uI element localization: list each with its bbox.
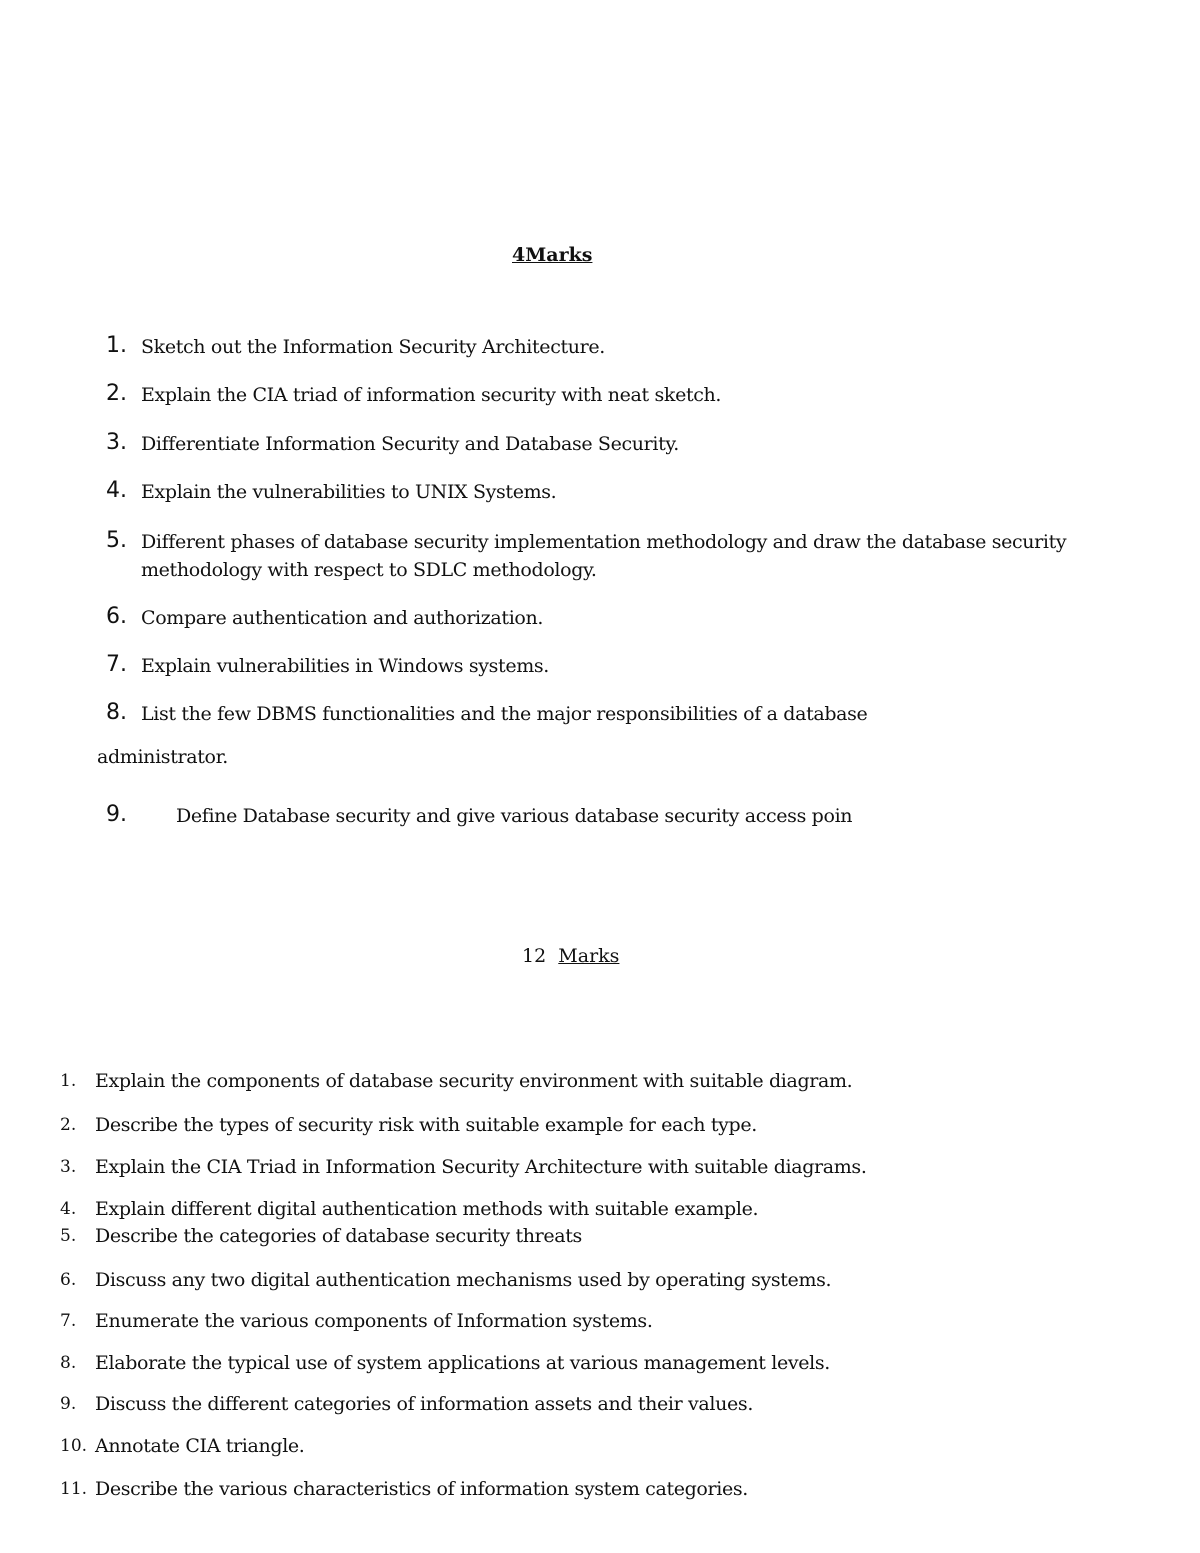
question-text: Describe the categories of database security threats xyxy=(95,1225,582,1247)
question-text: List the few DBMS functionalities and the major responsibilities of a database xyxy=(141,703,868,725)
question-number: 3. xyxy=(60,1157,77,1177)
question-text: Elaborate the typical use of system applications at various management levels. xyxy=(95,1352,831,1374)
question-text: Different phases of database security implementation methodology and draw the database security xyxy=(141,531,1067,553)
question-number: 8. xyxy=(60,1353,77,1373)
question-number: 3. xyxy=(106,430,127,455)
question-text: Explain vulnerabilities in Windows systems. xyxy=(141,655,549,677)
question-text: Define Database security and give various database security access poin xyxy=(176,805,853,827)
question-number: 7. xyxy=(106,652,127,677)
question-number: 1. xyxy=(60,1071,77,1091)
question-number: 6. xyxy=(60,1270,77,1290)
question-text: Enumerate the various components of Information systems. xyxy=(95,1310,653,1332)
section-heading-12-marks xyxy=(522,944,619,968)
question-text: Compare authentication and authorization. xyxy=(141,607,544,629)
question-number: 8. xyxy=(106,700,127,725)
question-text: Explain different digital authentication methods with suitable example. xyxy=(95,1198,759,1220)
question-text: Explain the CIA triad of information security with neat sketch. xyxy=(141,384,722,406)
question-number: 4. xyxy=(60,1199,77,1219)
question-text: Explain the CIA Triad in Information Security Architecture with suitable diagrams. xyxy=(95,1156,867,1178)
question-text-continuation: administrator. xyxy=(97,746,228,768)
question-text: Annotate CIA triangle. xyxy=(95,1435,305,1457)
question-number: 6. xyxy=(106,604,127,629)
question-text: Describe the types of security risk with suitable example for each type. xyxy=(95,1114,757,1136)
question-text: Differentiate Information Security and Database Security. xyxy=(141,433,679,455)
question-number: 5. xyxy=(106,528,127,553)
question-number: 1. xyxy=(106,333,127,358)
question-text: Sketch out the Information Security Architecture. xyxy=(141,336,605,358)
question-number: 7. xyxy=(60,1311,77,1331)
question-number: 4. xyxy=(106,478,127,503)
question-number: 9. xyxy=(60,1394,77,1414)
section-heading-4-marks: 4Marks xyxy=(512,244,593,266)
question-number: 5. xyxy=(60,1226,77,1246)
question-number: 2. xyxy=(60,1115,77,1135)
question-text-continuation: methodology with respect to SDLC methodology. xyxy=(141,559,597,581)
question-text: Describe the various characteristics of information system categories. xyxy=(95,1478,748,1500)
question-number: 2. xyxy=(106,381,127,406)
question-number: 11. xyxy=(60,1479,88,1499)
question-text: Explain the vulnerabilities to UNIX Systems. xyxy=(141,481,557,503)
heading-number: 12 xyxy=(522,945,547,967)
question-text: Explain the components of database security environment with suitable diagram. xyxy=(95,1070,853,1092)
question-number: 10. xyxy=(60,1436,88,1456)
heading-word: Marks xyxy=(558,945,620,967)
question-number: 9. xyxy=(106,802,127,827)
question-text: Discuss any two digital authentication mechanisms used by operating systems. xyxy=(95,1269,832,1291)
question-text: Discuss the different categories of information assets and their values. xyxy=(95,1393,754,1415)
